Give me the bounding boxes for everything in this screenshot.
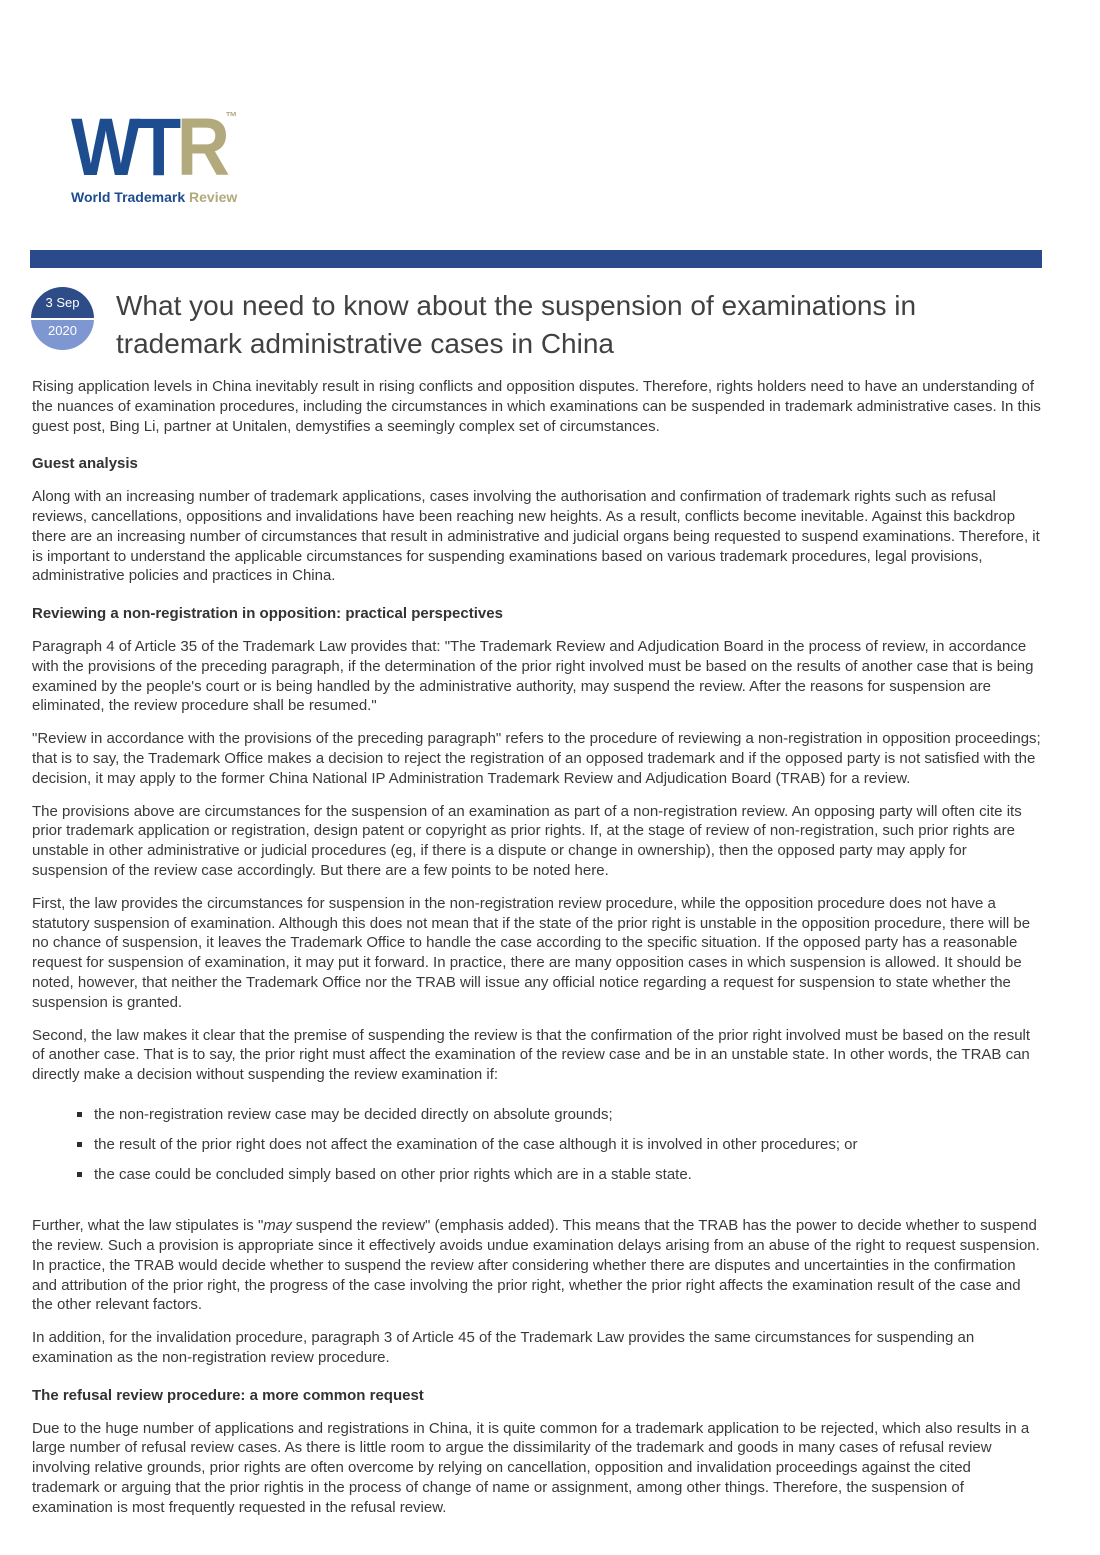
paragraph-due-to: Due to the huge number of applications and registrations in China, it is quite common for a trademark application to be rejected, which also results in a large number of refusal review cases. As there is little room to argue the dissimilarity of the trademark and goods in many cases of refusal review involving relative grounds, prior rights are often overcome by relying on cancellation, opposition and invalidation proceedings against the cited trademark or arguing that the prior rightis in the process of change of name or assignment, among other things. Therefore, the suspension of examination is most frequently requested in the refusal review. (32, 1419, 1030, 1516)
date-badge (31, 287, 94, 350)
wordmark-secondary: Review (189, 189, 238, 205)
page-title-line-2: trademark administrative cases in China (116, 328, 614, 359)
heading-reviewing-non-registration: Reviewing a non-registration in opposition: practical perspectives (32, 605, 503, 623)
heading-refusal-review: The refusal review procedure: a more common request (32, 1386, 424, 1404)
paragraph-provisions: The provisions above are circumstances for the suspension of an examination as part of a non-registration review. An opposing party will often cite its prior trademark application or registration, design patent or copyright as prior rights. If, at the stage of review of non-registration, such prior rights are unstable in other administrative or judicial procedures (eg, if there is a dispute or change in ownership), then the opposed party may apply for suspension of the review case accordingly. But there are a few points to be noted here. (32, 802, 1022, 879)
page-title (116, 287, 916, 363)
date-badge-year: 2020 (31, 320, 94, 350)
header-divider-bar (30, 250, 1042, 268)
wtr-logo-letters (71, 102, 287, 193)
wordmark-primary: World Trademark (71, 189, 186, 205)
trademark-symbol-icon: ™ (225, 109, 238, 124)
paragraph-article-35: Paragraph 4 of Article 35 of the Trademark Law provides that: "The Trademark Review and Adjudication Board in the process of review, in accordance with the provisions of the preceding paragraph, if the determination of the prior right involved must be based on the results of another case that is being examined by the people's court or is being handled by the administrative authority, may suspend the review. After the reasons for suspension are eliminated, the review procedure shall be resumed." (32, 637, 1034, 715)
paragraph-intro: Rising application levels in China inevitably result in rising conflicts and opposition disputes. Therefore, rights holders need to have an understanding of the nuances of examination procedures, including the circumstances in which examinations can be suspended in trademark administrative cases. In this guest post, Bing Li, partner at Unitalen, demystifies a seemingly complex set of circumstances. (32, 378, 1041, 435)
paragraph-further-pre: Further, what the law stipulates is " (32, 1217, 264, 1235)
paragraph-further-post: suspend the review" (emphasis added). This means that the TRAB has the power to decide whether to suspend the review. Such a provision is appropriate since it effectively avoids undue examination delays arising from an abuse of the right to request suspension. In practice, the TRAB would decide whether to suspend the review after considering whether there are disputes and uncertainties in the confirmation and attribution of the prior right, the progress of the case involving the prior right, whether the prior right affects the examination result of the case and the other relevant factors. (32, 1217, 1040, 1314)
logo-letter-tan: R (176, 102, 226, 193)
heading-guest-analysis: Guest analysis (32, 455, 138, 473)
bullet-item: the case could be concluded simply based on other prior rights which are in a stable state. (94, 1165, 1042, 1185)
article-body (32, 377, 1042, 1518)
bullet-item: the non-registration review case may be decided directly on absolute grounds; (94, 1105, 1042, 1125)
date-badge-day-month: 3 Sep (31, 287, 94, 320)
bullet-item: the result of the prior right does not affect the examination of the case although it is involved in other procedures; or (94, 1135, 1042, 1155)
wtr-logo (71, 102, 311, 205)
paragraph-first-point: First, the law provides the circumstances for suspension in the non-registration review procedure, while the opposition procedure does not have a statutory suspension of examination. Although this does not mean that if the state of the prior right is unstable in the opposition procedure, there will be no chance of suspension, it leaves the Trademark Office to handle the case according to the specific situation. If the opposed party has a reasonable request for suspension of examination, it may put it forward. In practice, there are many opposition cases in which suspension is allowed. It should be noted, however, that neither the Trademark Office nor the TRAB will issue any official notice regarding a request for suspension to state whether the suspension is granted. (32, 894, 1031, 1011)
page-title-line-1: What you need to know about the suspension of examinations in (116, 290, 917, 321)
paragraph-in-addition: In addition, for the invalidation procedure, paragraph 3 of Article 45 of the Trademark Law provides the same circumstances for suspending an examination as the non-registration review procedure. (32, 1329, 975, 1367)
paragraph-review-quote: "Review in accordance with the provisions of the preceding paragraph" refers to the procedure of reviewing a non-registration in opposition proceedings; that is to say, the Trademark Office makes a decision to reject the registration of an opposed trademark and if the opposed party is not satisfied with the decision, it may apply to the former China National IP Administration Trademark Review and Adjudication Board (TRAB) for a review. (32, 730, 1041, 787)
paragraph-second-point: Second, the law makes it clear that the premise of suspending the review is that the confirmation of the prior right involved must be based on the result of another case. That is to say, the prior right must affect the examination of the review case and be in an unstable state. In other words, the TRAB can directly make a decision without suspending the review examination if: (32, 1026, 1031, 1084)
bullet-list (32, 1105, 1042, 1184)
title-row (31, 287, 1050, 363)
paragraph-along: Along with an increasing number of trademark applications, cases involving the authorisation and confirmation of trademark rights such as refusal reviews, cancellations, oppositions and invalidations have been reaching new heights. As a result, conflicts become inevitable. Against this backdrop there are an increasing number of circumstances that result in administrative and judicial organs being requested to suspend examinations. Therefore, it is important to understand the applicable circumstances for suspending examinations based on various trademark procedures, legal provisions, administrative policies and practices in China. (32, 488, 1040, 585)
logo-letters-blue: WT (71, 102, 177, 193)
paragraph-further (32, 1216, 1042, 1315)
paragraph-further-emphasis: may (263, 1217, 292, 1235)
